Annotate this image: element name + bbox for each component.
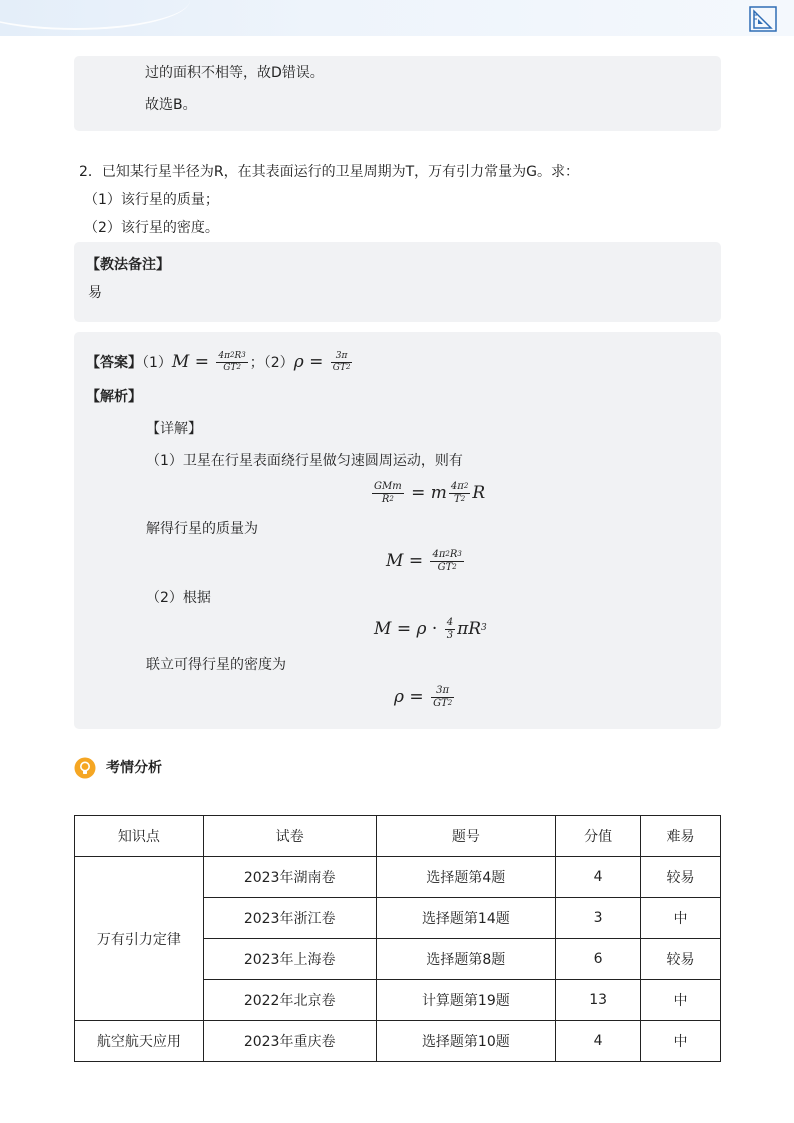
answer-separator: ；（2） xyxy=(249,355,294,371)
number-cell: 选择题第8题 xyxy=(376,939,556,980)
analysis-label: 【解析】 xyxy=(86,389,142,405)
header-topic: 知识点 xyxy=(75,816,204,857)
step-1-text: （1）卫星在行星表面绕行星做匀速圆周运动，则有 xyxy=(146,453,463,469)
difficulty-cell: 较易 xyxy=(641,939,721,980)
topic-cell: 航空航天应用 xyxy=(75,1021,204,1062)
answer-part1-prefix: （1） xyxy=(142,355,172,371)
analysis-section-title: 考情分析 xyxy=(106,760,162,776)
difficulty-cell: 中 xyxy=(641,980,721,1021)
teaching-note-box xyxy=(74,242,721,322)
answer-line xyxy=(86,350,354,375)
paper-cell: 2023年浙江卷 xyxy=(203,898,376,939)
score-cell: 4 xyxy=(556,857,641,898)
answer-box xyxy=(74,332,721,729)
answer-label: 【答案】 xyxy=(86,355,142,371)
mass-result-formula: M = $\frac{4\pi^2R^3}{GT^2}$ xyxy=(386,549,462,573)
step-3-text: （2）根据 xyxy=(146,590,211,606)
step-4-text: 联立可得行星的密度为 xyxy=(146,657,286,673)
paper-cell: 2023年上海卷 xyxy=(203,939,376,980)
lightbulb-icon xyxy=(74,757,96,779)
previous-solution-conclusion: 故选B。 xyxy=(145,97,197,113)
score-cell: 4 xyxy=(556,1021,641,1062)
number-cell: 选择题第4题 xyxy=(376,857,556,898)
paper-cell: 2022年北京卷 xyxy=(203,980,376,1021)
table-header-row xyxy=(75,816,721,857)
question-part-2: （2）该行星的密度。 xyxy=(84,220,219,236)
question-stem: 2．已知某行星半径为R，在其表面运行的卫星周期为T，万有引力常量为G。求： xyxy=(79,164,580,180)
difficulty-cell: 中 xyxy=(641,1021,721,1062)
header-decoration xyxy=(0,0,190,30)
topic-cell: 万有引力定律 xyxy=(75,857,204,1021)
paper-cell: 2023年湖南卷 xyxy=(203,857,376,898)
table-row xyxy=(75,857,721,898)
detail-label: 【详解】 xyxy=(146,421,202,437)
step-2-text: 解得行星的质量为 xyxy=(146,521,258,537)
density-definition-formula: M = ρ · $\frac{4}{3}$ $\pi R^3$ xyxy=(374,617,487,641)
density-result-formula: ρ = $\frac{3\pi}{GT^2}$ xyxy=(394,685,453,709)
number-cell: 计算题第19题 xyxy=(376,980,556,1021)
score-cell: 3 xyxy=(556,898,641,939)
score-cell: 6 xyxy=(556,939,641,980)
header-paper: 试卷 xyxy=(203,816,376,857)
score-cell: 13 xyxy=(556,980,641,1021)
orbit-equation: $\frac{\text{GMm}}{R^2}$ = m $\frac{4\pi^2}{T^2}$ R xyxy=(374,481,486,505)
question-part-1: （1）该行星的质量； xyxy=(84,192,219,208)
exam-analysis-table xyxy=(74,815,721,1062)
ruler-triangle-logo-icon xyxy=(749,6,777,32)
paper-cell: 2023年重庆卷 xyxy=(203,1021,376,1062)
answer-density-formula: ρ = $\frac{3\pi}{GT^2}$ xyxy=(293,351,351,373)
difficulty-cell: 较易 xyxy=(641,857,721,898)
page-header-band xyxy=(0,0,794,36)
teaching-note-label: 【教法备注】 xyxy=(86,257,170,273)
header-difficulty: 难易 xyxy=(641,816,721,857)
header-score: 分值 xyxy=(556,816,641,857)
difficulty-cell: 中 xyxy=(641,898,721,939)
answer-mass-formula: M = $\frac{4\pi^2R^3}{GT^2}$ xyxy=(171,351,246,373)
previous-solution-line: 过的面积不相等，故D错误。 xyxy=(145,65,324,81)
number-cell: 选择题第14题 xyxy=(376,898,556,939)
table-row xyxy=(75,1021,721,1062)
previous-solution-box xyxy=(74,56,721,131)
header-number: 题号 xyxy=(376,816,556,857)
teaching-note-value: 易 xyxy=(88,285,102,301)
number-cell: 选择题第10题 xyxy=(376,1021,556,1062)
